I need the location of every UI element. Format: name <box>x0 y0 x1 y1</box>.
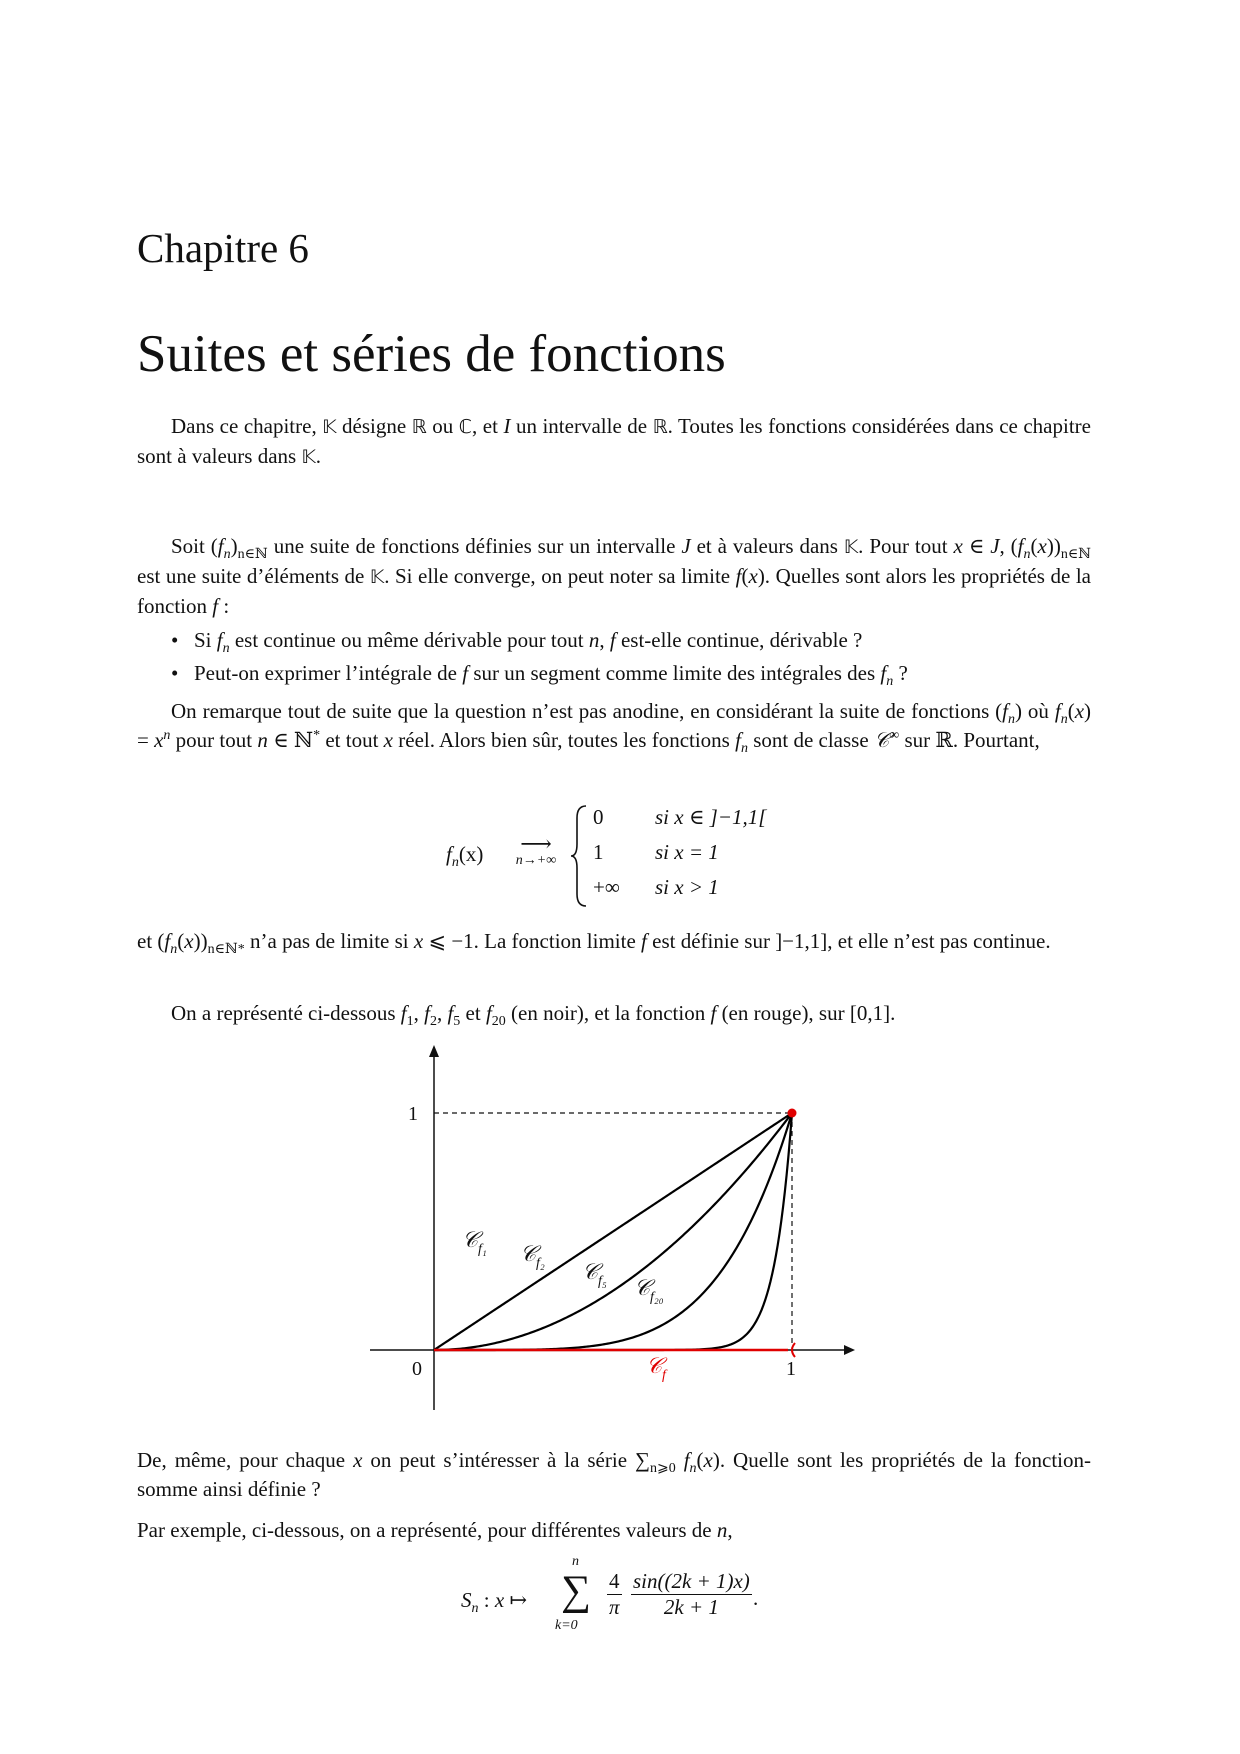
chapter-label: Chapitre 6 <box>137 225 309 271</box>
case-value: 1 <box>593 840 604 864</box>
limit-cases <box>440 802 800 912</box>
formula-period: . <box>753 1586 759 1610</box>
limit-point <box>788 1109 797 1118</box>
intro-paragraph-1: Dans ce chapitre, 𝕂 désigne ℝ ou ℂ, et I un intervalle de ℝ. Toutes les fonctions considérées dans ce chapitre sont à valeurs dans 𝕂. <box>137 414 1091 468</box>
x-tick-label-1: 1 <box>786 1358 796 1380</box>
curve-f1 <box>434 1113 792 1350</box>
formula-lhs: $S_n$ : x ↦ <box>461 1588 528 1617</box>
fraction-term: $\frac{\sin((2k + 1)x)}{2k + 1}$ <box>633 1569 750 1619</box>
sum-upper-bound: n <box>572 1554 579 1569</box>
curve-label-f1: 𝒞$_{f_1}$ <box>462 1227 487 1257</box>
y-tick-label-1: 1 <box>408 1103 418 1125</box>
case-condition: si x > 1 <box>655 875 719 899</box>
series-paragraph: De, même, pour chaque x on peut s’intéresser à la série $\sum_{n⩾0}$ $f_n(x)$. Quelle sont les propriétés de la fonction-somme ainsi définie ? <box>137 1448 1092 1501</box>
curve-label-limit: 𝒞$_f$ <box>646 1353 666 1383</box>
list-item: • Si $f_n$ est continue ou même dérivable pour tout n, f est-elle continue, dérivable ? <box>137 624 1091 657</box>
curve-label-f5: 𝒞$_{f_5}$ <box>582 1259 607 1289</box>
curve-label-f20: 𝒞$_{f_{20}}$ <box>634 1275 664 1305</box>
sum-formula <box>455 1554 785 1635</box>
curve-label-f2: 𝒞$_{f_2}$ <box>520 1241 545 1271</box>
chapter-title: Suites et séries de fonctions <box>137 325 726 383</box>
sum-lower-bound: k=0 <box>555 1618 578 1633</box>
cases-lhs: $f_n(x)$ <box>446 842 484 871</box>
list-item: • Peut-on exprimer l’intégrale de f sur un segment comme limite des intégrales des $f_n$ ? <box>137 657 1091 690</box>
case-condition: si x ∈ ]−1,1[ <box>655 805 767 829</box>
x-tick-label-0: 0 <box>412 1358 422 1380</box>
intro-paragraph-3: On remarque tout de suite que la question n’est pas anodine, en considérant la suite de fonctions $(f_n)$ où $f_n(x) = x^n$ pour tout n ∈ ℕ* et tout x réel. Alors bien sûr, toutes les fonctions $f_n$ sont de classe 𝒞∞ sur ℝ. Pourtant, <box>137 699 1092 757</box>
power-functions-chart <box>370 1045 860 1415</box>
example-paragraph: Par exemple, ci-dessous, on a représenté, pour différentes valeurs de n, <box>137 1518 733 1542</box>
x-axis-arrow-icon <box>844 1345 855 1355</box>
question-list <box>137 624 1091 690</box>
fraction-constant: $\frac{4}{\pi}$ <box>608 1569 620 1619</box>
sigma-symbol: ∑ <box>561 1568 591 1614</box>
left-brace-icon <box>570 804 588 908</box>
after-cases-paragraph: et $(f_n(x))_{n\in ℕ*}$ n’a pas de limite si x ⩽ −1. La fonction limite f est définie sur ]−1,1], et elle n’est pas continue. <box>137 929 1051 958</box>
figure-caption: On a représenté ci-dessous $f_1$, $f_2$, $f_5$ et $f_{20}$ (en noir), et la fonction f (en rouge), sur [0,1]. <box>171 1001 896 1030</box>
case-value: 0 <box>593 805 604 829</box>
case-value: +∞ <box>593 875 620 899</box>
y-axis-arrow-icon <box>429 1045 439 1057</box>
limit-arrow: ⟶ n→+∞ <box>515 831 557 868</box>
case-condition: si x = 1 <box>655 840 719 864</box>
intro-paragraph-2: Soit $(f_n)_{n\in ℕ}$ une suite de fonctions définies sur un intervalle J et à valeurs dans 𝕂. Pour tout x ∈ J, $(f_n(x))_{n\in ℕ}$ est une suite d’éléments de 𝕂. Si elle converge, on peut noter sa limite f(x). Quelles sont alors les propriétés de la fonction f : <box>137 534 1092 618</box>
